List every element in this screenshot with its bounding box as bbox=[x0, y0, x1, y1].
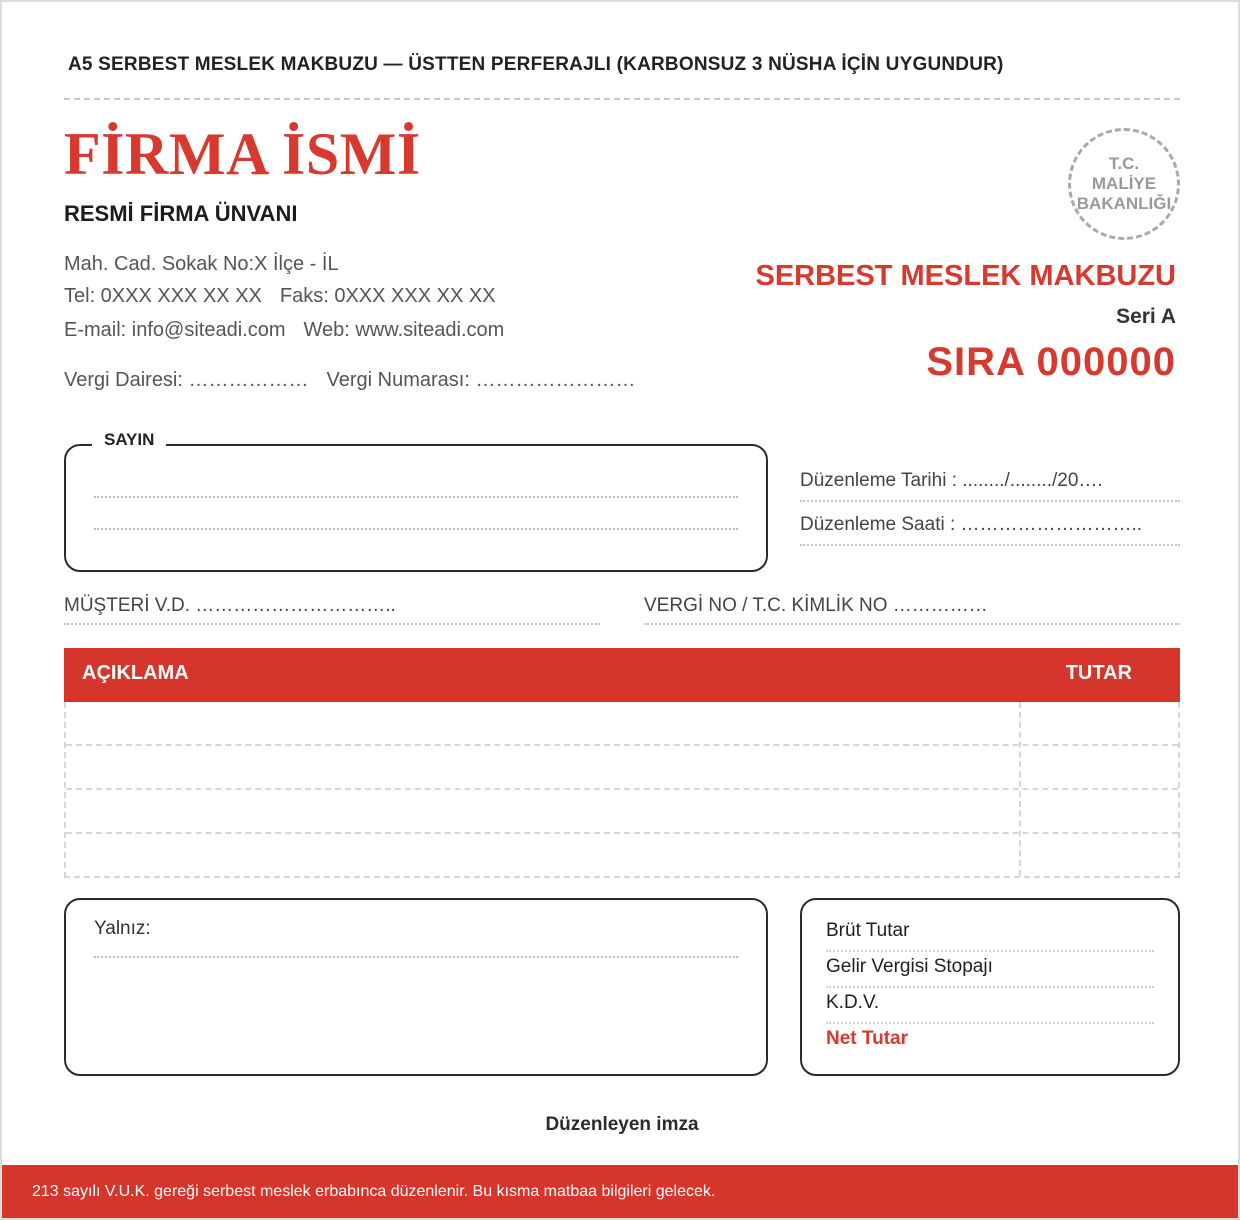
recipient-line-1[interactable] bbox=[94, 496, 738, 498]
customer-tax-office-field[interactable]: MÜŞTERİ V.D. ………………………….. bbox=[64, 595, 600, 625]
items-table-header bbox=[64, 648, 1180, 702]
perforation-line bbox=[64, 98, 1180, 100]
column-header-amount: TUTAR bbox=[1065, 662, 1132, 684]
company-title: RESMİ FİRMA ÜNVANI bbox=[64, 201, 298, 226]
column-header-description: AÇIKLAMA bbox=[82, 662, 189, 684]
company-tax-number: Vergi Numarası: …………………… bbox=[326, 369, 636, 391]
stamp-line-1: T.C. bbox=[1108, 154, 1140, 173]
recipient-line-2[interactable] bbox=[94, 528, 738, 530]
document-number: SIRA 000000 bbox=[926, 340, 1176, 384]
company-fax: Faks: 0XXX XXX XX XX bbox=[279, 285, 496, 307]
top-note: A5 SERBEST MESLEK MAKBUZU — ÜSTTEN PERFERAJLI (KARBONSUZ 3 NÜSHA İÇİN UYGUNDUR) bbox=[68, 54, 1004, 75]
issue-date-field[interactable]: Düzenleme Tarihi : ......../......../20…. bbox=[800, 470, 1180, 502]
amount-in-words-line[interactable] bbox=[94, 956, 738, 958]
footer-bar bbox=[2, 1165, 1240, 1220]
issue-time-field[interactable]: Düzenleme Saati : ……………………….. bbox=[800, 514, 1180, 546]
footer-note: 213 sayılı V.U.K. gereği serbest meslek erbabınca düzenlenir. Bu kısma matbaa bilgileri gelecek. bbox=[32, 1183, 716, 1200]
signature-label: Düzenleyen imza bbox=[545, 1114, 699, 1135]
vat-label: K.D.V. bbox=[826, 992, 1154, 1024]
company-address: Mah. Cad. Sokak No:X İlçe - İL bbox=[64, 253, 339, 275]
company-phone-line bbox=[64, 285, 496, 308]
table-column-divider bbox=[1019, 702, 1021, 876]
document-series: Seri A bbox=[1116, 305, 1176, 328]
company-tax-office: Vergi Dairesi: ……………… bbox=[64, 369, 309, 391]
customer-tax-number-field[interactable]: VERGİ NO / T.C. KİMLİK NO …………… bbox=[644, 595, 1180, 625]
ministry-stamp bbox=[1068, 128, 1180, 240]
net-amount-label: Net Tutar bbox=[826, 1028, 908, 1049]
recipient-box[interactable] bbox=[64, 444, 768, 572]
table-row-divider bbox=[66, 832, 1178, 834]
recipient-label: SAYIN bbox=[92, 430, 166, 450]
amount-in-words-label: Yalnız: bbox=[94, 918, 151, 939]
company-tax-line bbox=[64, 369, 635, 392]
company-tel: Tel: 0XXX XXX XX XX bbox=[64, 285, 262, 307]
company-name: FİRMA İSMİ bbox=[64, 121, 421, 187]
table-row-divider bbox=[66, 788, 1178, 790]
company-web: Web: www.siteadi.com bbox=[303, 319, 505, 341]
company-email: E-mail: info@siteadi.com bbox=[64, 319, 286, 341]
amount-in-words-box[interactable] bbox=[64, 898, 768, 1076]
gross-amount-label: Brüt Tutar bbox=[826, 920, 1154, 952]
table-row-divider bbox=[66, 744, 1178, 746]
company-contact-line bbox=[64, 319, 504, 342]
stamp-line-3: BAKANLIĞI bbox=[1076, 194, 1172, 213]
document-title: SERBEST MESLEK MAKBUZU bbox=[755, 260, 1176, 292]
withholding-tax-label: Gelir Vergisi Stopajı bbox=[826, 956, 1154, 988]
items-table-body[interactable] bbox=[64, 702, 1180, 878]
stamp-line-2: MALİYE bbox=[1091, 174, 1157, 193]
